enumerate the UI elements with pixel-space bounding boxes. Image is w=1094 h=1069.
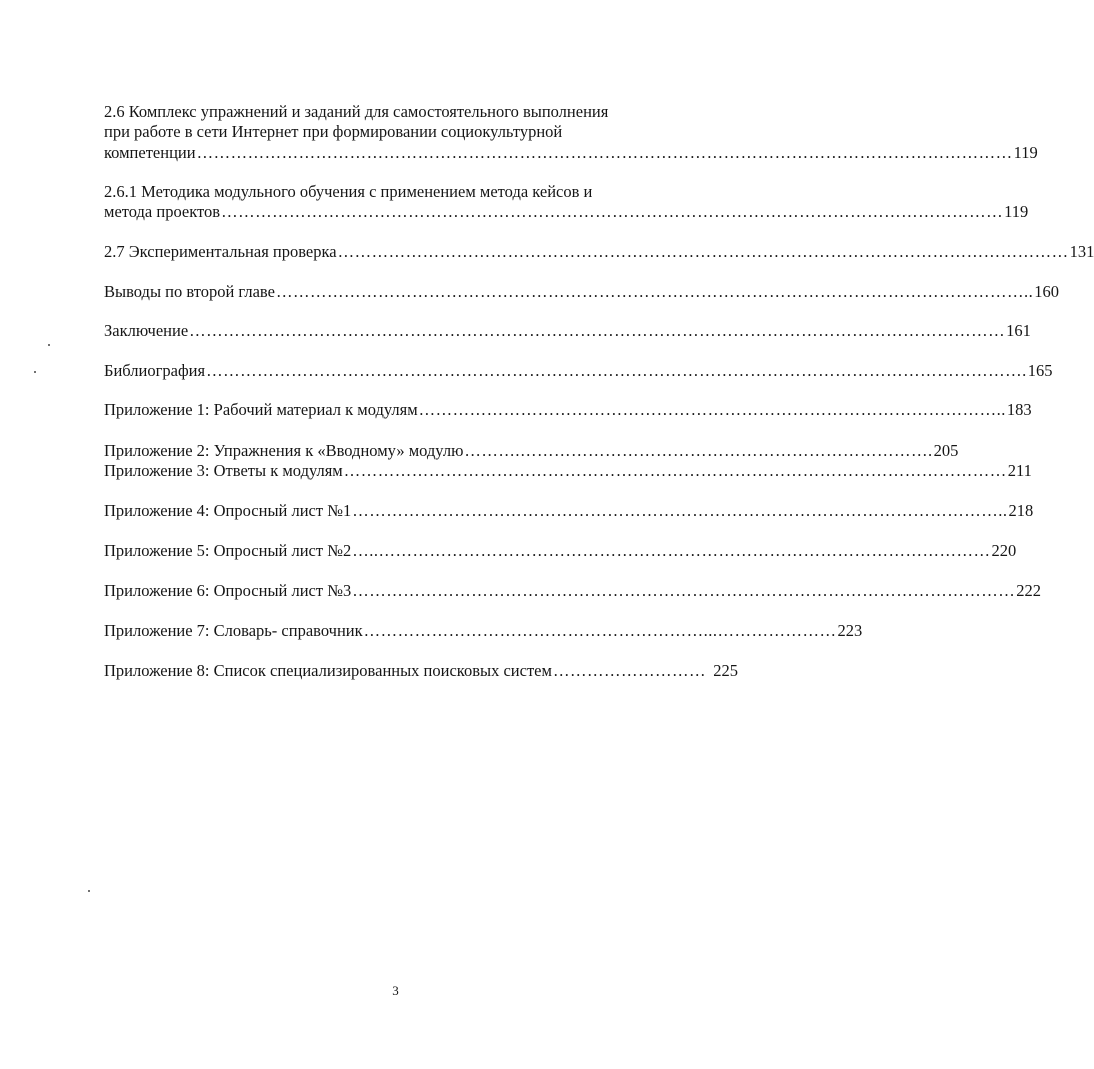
- toc-entry-2-6: [104, 143, 1038, 163]
- toc-dot-leader: ………………………………………………………………………………………………………………………………: [196, 143, 1013, 162]
- toc-entry-appendix-4: [104, 501, 1034, 521]
- toc-page-number: 205: [933, 441, 959, 460]
- toc-dot-leader: ……………………………………………………………………………………………………..: [352, 501, 1008, 520]
- scan-speck: [34, 371, 36, 373]
- toc-entry-label: 2.7 Экспериментальная проверка: [104, 242, 337, 261]
- toc-page-number: 160: [1034, 282, 1059, 301]
- toc-entry-appendix-1: [104, 400, 1032, 420]
- toc-entry-appendix-8: [104, 661, 738, 681]
- toc-page-number: 119: [1013, 143, 1038, 162]
- toc-dot-leader: ……………………………………………………………………………………………………………………………….: [206, 361, 1027, 380]
- toc-entry-appendix-6: [104, 581, 1041, 601]
- toc-page-number: 165: [1027, 361, 1053, 380]
- toc-dot-leader: …………………………………………………………………………………………..: [418, 400, 1006, 419]
- toc-entry-2-6-line-1: 2.6 Комплекс упражнений и заданий для самостоятельного выполнения: [104, 102, 609, 121]
- toc-dot-leader: ………………………………………………………………………………………………………: [352, 581, 1016, 600]
- toc-entry-2-6-1-line-1: 2.6.1 Методика модульного обучения с применением метода кейсов и: [104, 182, 593, 201]
- toc-dot-leader: ………………………: [552, 661, 706, 680]
- toc-entry-label: метода проектов: [104, 202, 221, 221]
- toc-dot-leader: …..………………………………………………………………………………………………: [352, 541, 991, 560]
- toc-dot-leader: …………………………………………………………………………………………………………………: [337, 242, 1069, 261]
- toc-entry-2-6-1: [104, 202, 1029, 222]
- toc-entry-label: Приложение 5: Опросный лист №2: [104, 541, 352, 560]
- toc-dot-leader: …………………………………………………………………………………………………………………………: [221, 202, 1004, 221]
- toc-entry-bibliography: [104, 361, 1053, 381]
- toc-entry-label: Выводы по второй главе: [104, 282, 275, 301]
- toc-entry-label: Заключение: [104, 321, 189, 340]
- toc-entry-label: Приложение 1: Рабочий материал к модулям: [104, 400, 418, 419]
- toc-page-number: 161: [1006, 321, 1031, 340]
- toc-entry-label: Приложение 7: Словарь- справочник: [104, 621, 363, 640]
- toc-dot-leader: ………………………………………………………………………………………………………………………………: [189, 321, 1006, 340]
- toc-page-number: 218: [1008, 501, 1034, 520]
- toc-entry-appendix-3: [104, 461, 1032, 481]
- toc-entry-label: Библиография: [104, 361, 206, 380]
- toc-entry-appendix-2: [104, 441, 959, 461]
- toc-entry-conclusions-chapter-2: [104, 282, 1059, 302]
- toc-entry-label: Приложение 3: Ответы к модулям: [104, 461, 343, 480]
- page-number: 3: [392, 983, 399, 998]
- toc-entry-label: Приложение 8: Список специализированных поисковых систем: [104, 661, 552, 680]
- toc-page-number: 222: [1016, 581, 1041, 600]
- toc-dot-leader: ……………………………………………………………………………………………………………………..: [275, 282, 1034, 301]
- toc-entry-label: Приложение 6: Опросный лист №3: [104, 581, 352, 600]
- toc-page-number: 131: [1069, 242, 1094, 261]
- toc-dot-leader: ……………………………………………………...…………………: [363, 621, 837, 640]
- toc-page-number: 119: [1004, 202, 1029, 221]
- toc-entry-label: компетенции: [104, 143, 196, 162]
- toc-entry-conclusion: [104, 321, 1031, 341]
- toc-dot-leader: ……….……………………………………………………………….: [464, 441, 933, 460]
- toc-page-number: 220: [991, 541, 1017, 560]
- toc-entry-2-7: [104, 242, 1094, 262]
- toc-dot-leader: ………………………………………………………………………………………………………: [343, 461, 1007, 480]
- toc-page-number: 223: [837, 621, 863, 640]
- toc-page-number: 183: [1006, 400, 1032, 419]
- toc-entry-label: Приложение 4: Опросный лист №1: [104, 501, 352, 520]
- scan-speck: [48, 344, 50, 346]
- toc-page-number: 225: [713, 661, 738, 680]
- toc-entry-2-6-line-2: при работе в сети Интернет при формировании социокультурной: [104, 122, 563, 141]
- toc-page-number: 211: [1007, 461, 1032, 480]
- scan-speck: [88, 890, 90, 892]
- toc-entry-appendix-7: [104, 621, 863, 641]
- toc-entry-label: Приложение 2: Упражнения к «Вводному» модулю: [104, 441, 464, 460]
- toc-entry-appendix-5: [104, 541, 1017, 561]
